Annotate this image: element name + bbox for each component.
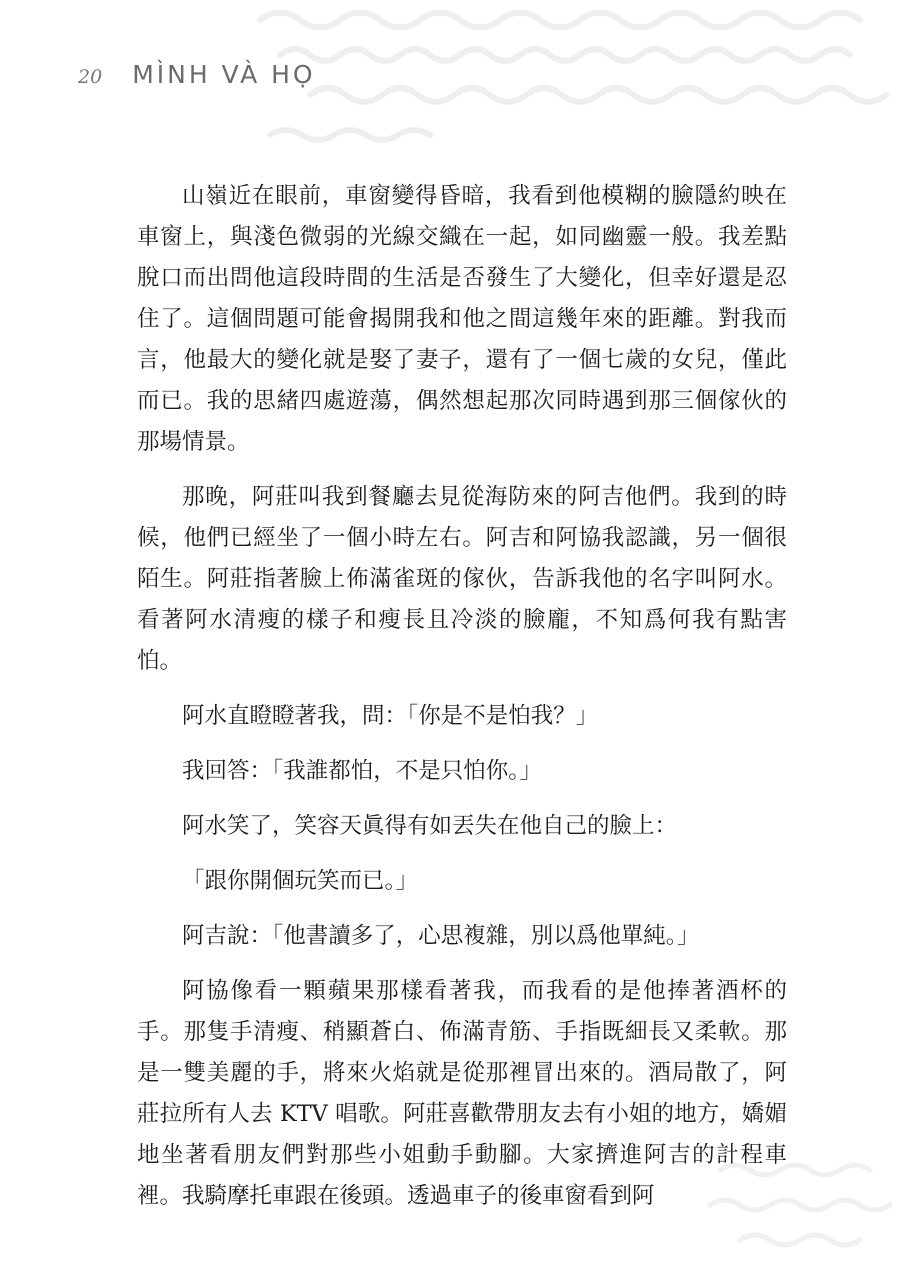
page-number: 20 [78,66,103,88]
header-decoration-pattern [250,0,900,160]
running-head [78,60,316,100]
header-decoration [250,0,900,160]
chapter-title: MÌNH VÀ HỌ [132,60,316,89]
paragraph-4: 我回答：「我誰都怕，不是只怕你。」 [182,758,543,784]
paragraph-8: 阿協像看一顆蘋果那樣看著我，而我看的是他捧著酒杯的手。那隻手清瘦、稍顯蒼白、佈滿青筋、手指既細長又柔軟。那是一雙美麗的手，將來火焰就是從那裡冒出來的。酒局散了，阿莊拉所有人去 KTV 唱歌。阿莊喜歡帶朋友去有小姐的地方，嬌媚地坐著看朋友們對那些小姐動手動腳。大家擠進阿吉的計程車裡。我騎摩托車跟在後頭。透過車子的後車窗看到阿 [137,978,787,1209]
body-text [137,176,787,1217]
paragraph-3: 阿水直瞪瞪著我，問：「你是不是怕我？」 [182,703,599,729]
paragraph-1: 山嶺近在眼前，車窗變得昏暗，我看到他模糊的臉隱約映在車窗上，與淺色微弱的光線交織在一起，如同幽靈一般。我差點脫口而出問他這段時間的生活是否發生了大變化，但幸好還是忍住了。這個問題可能會揭開我和他之間這幾年來的距離。對我而言，他最大的變化就是娶了妻子，還有了一個七歲的女兒，僅此而已。我的思緒四處遊蕩，偶然想起那次同時遇到那三個傢伙的那場情景。 [137,183,787,455]
paragraph-6: 「跟你開個玩笑而已。」 [182,868,419,894]
paragraph-2: 那晚，阿莊叫我到餐廳去見從海防來的阿吉他們。我到的時候，他們已經坐了一個小時左右。阿吉和阿協我認識，另一個很陌生。阿莊指著臉上佈滿雀斑的傢伙，告訴我他的名字叫阿水。看著阿水清瘦的樣子和瘦長且冷淡的臉龐，不知爲何我有點害怕。 [137,484,787,674]
paragraph-7: 阿吉說：「他書讀多了，心思複雜，別以爲他單純。」 [182,923,700,949]
paragraph-5: 阿水笑了，笑容天眞得有如丟失在他自己的臉上： [182,813,678,839]
